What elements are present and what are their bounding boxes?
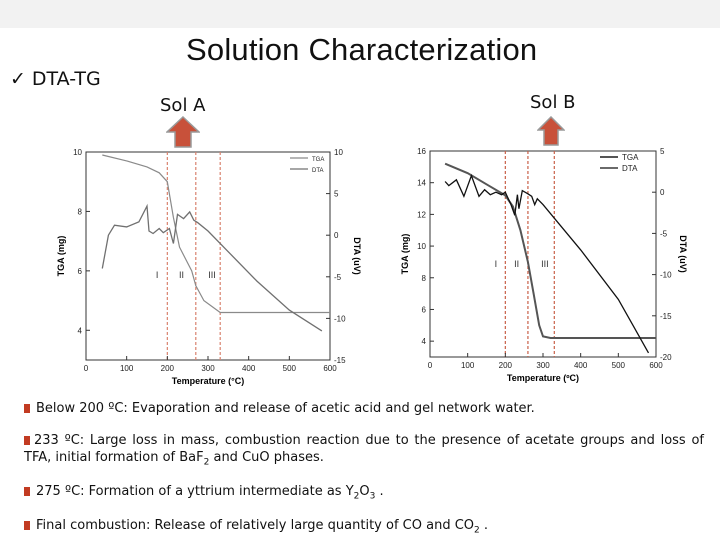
chart-a-x-tick-label: 400 [241,364,256,373]
chart-b-y-tick-label: 10 [417,242,426,252]
chart-a-y-tick-label: 6 [77,266,82,276]
chart-b-x-tick-label: 400 [573,361,588,370]
chart-b-y-tick-label: 14 [417,178,426,188]
chart-b-x-tick-label: 200 [498,361,513,370]
chart-b-x-tick-label: 0 [427,361,433,370]
chart-a-y2-tick-label: -5 [334,272,342,282]
chart-b-y2-tick-label: -10 [660,270,672,280]
chart-b-x-tick-label: 300 [536,361,550,370]
technique-label: DTA-TG [31,68,101,90]
chart-b-y2-tick-label: -5 [660,229,668,239]
chart-b-y-tick-label: 4 [421,337,426,347]
chart-b-legend-label: TGA [622,153,639,162]
chart-a-y2-tick-label: 0 [334,231,339,241]
chart-sol-b [400,145,710,395]
note-2-text-b: and CuO phases. [209,450,324,465]
chart-b-x-tick-label: 500 [611,361,626,370]
chart-a-tga-line [102,155,330,313]
chart-a-y2-tick-label: 10 [334,148,343,157]
slide-title: Solution Characterization [186,32,538,67]
chart-a-y2-tick-label: -15 [334,356,346,365]
checkmark-icon: ✓ [10,68,26,90]
chart-a-y2-tick-label: -10 [334,314,346,324]
chart-b-y-tick-label: 16 [417,147,426,156]
chart-a-legend-label: TGA [312,157,325,163]
chart-a-x-axis-label: Temperature (°C) [171,376,245,386]
chart-a-y-axis-label: TGA (mg) [56,235,66,277]
sol-a-label: Sol A [160,95,206,116]
chart-a-y2-axis-label: DTA (uV) [352,237,362,275]
chart-b-phase-label: II [514,259,520,269]
chart-a-phase-label: II [179,270,185,280]
note-4 [36,517,706,540]
chart-a-phase-label: III [208,270,216,280]
note-3-sub-2: 3 [369,491,376,502]
chart-a-legend-label: DTA [312,168,324,174]
chart-a-x-tick-label: 100 [119,364,134,373]
note-4-text-b: . [479,518,489,533]
chart-b-x-tick-label: 100 [460,361,475,370]
chart-a-phase-label: I [155,270,159,280]
chart-a-x-tick-label: 500 [282,364,297,373]
chart-a-plot-frame [86,152,330,360]
note-4-sub: 2 [474,525,480,536]
note-3-text-c: . [375,484,384,499]
chart-b-phase-label: III [541,259,549,269]
chart-b-plot-frame [430,151,656,357]
chart-b-y2-tick-label: 0 [660,188,665,198]
note-2 [24,432,704,472]
note-3-sub-1: 2 [353,491,360,502]
chart-b-y-tick-label: 6 [421,305,426,315]
chart-a-x-tick-label: 600 [323,364,337,373]
chart-b-y2-tick-label: 5 [660,147,665,156]
chart-a-x-tick-label: 0 [83,364,89,373]
chart-a-y2-tick-label: 5 [334,189,339,199]
chart-b-y2-axis-label: DTA (uV) [678,235,688,273]
chart-b-y2-tick-label: -15 [660,311,672,321]
note-3-text-b: O [359,484,370,499]
note-4-text-a: Final combustion: Release of relatively large quantity of CO and CO [36,518,475,533]
note-2-sub: 2 [203,457,210,468]
chart-a-x-tick-label: 300 [201,364,215,373]
chart-b-phase-label: I [494,259,498,269]
chart-a-y-tick-label: 4 [77,326,82,336]
chart-b-y2-tick-label: -20 [660,353,672,362]
chart-b-x-tick-label: 600 [649,361,663,370]
note-3 [36,483,706,506]
chart-a-x-tick-label: 200 [160,364,175,373]
note-marker-4 [24,521,30,530]
up-arrow-icon-sol-a [166,116,200,148]
note-3-text-a: 275 ºC: Formation of a yttrium intermediate as Y [36,484,354,499]
chart-b-y-axis-label: TGA (mg) [400,233,410,275]
note-1-text: Below 200 ºC: Evaporation and release of acetic acid and gel network water. [36,401,535,416]
chart-b-y-tick-label: 8 [421,273,426,283]
chart-sol-a [40,148,370,398]
note-1 [36,400,706,417]
top-band [0,0,720,28]
sol-b-label: Sol B [530,92,576,113]
chart-b-legend-label: DTA [622,164,638,173]
note-2-text-a: 233 ºC: Large loss in mass, combustion reaction due to the presence of acetate groups and loss of TFA, initial formation of BaF [24,433,704,465]
chart-b-y-tick-label: 12 [417,210,426,220]
chart-a-y-tick-label: 10 [73,148,82,157]
note-marker-1 [24,404,30,413]
note-marker-3 [24,487,30,496]
chart-b-x-axis-label: Temperature (ºC) [506,373,580,383]
up-arrow-icon-sol-b [537,116,565,146]
technique-bullet [10,68,101,90]
chart-a-y-tick-label: 8 [77,207,82,217]
